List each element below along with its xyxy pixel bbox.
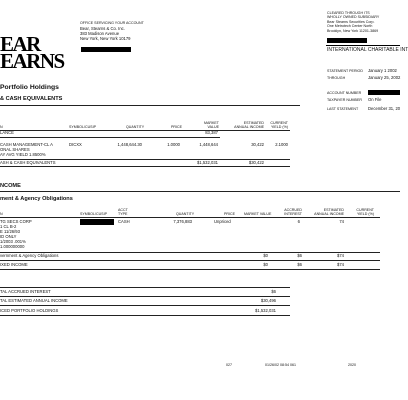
account-number-label: ACCOUNT NUMBER [327,91,362,95]
money-market-description [0,142,53,157]
security-desc-line-2: 1 CL B-2 [0,224,17,229]
statement-period-label: STATEMENT PERIOD [327,69,363,73]
fixed-total-rule [0,260,380,261]
total-income-label: TAL ESTIMATED ANNUAL INCOME [0,298,68,303]
security-price: Unpriced [214,219,231,224]
logo-line-2: EARNS [0,49,64,73]
cash-total-income: $30,422 [248,160,264,165]
last-statement-value: December 31, 20 [368,106,401,111]
security-est-income: 74 [339,219,344,224]
statement-period-value: January 1 2002 [368,68,397,73]
fixed-income-accrued: $6 [297,262,302,267]
mm-price: 1.0000 [167,142,180,147]
portfolio-title: Portfolio Holdings [0,84,59,91]
cash-total-value: $1,532,031 [197,160,218,165]
income-col-header-est-income: ESTIMATED ANNUAL INCOME [314,208,344,217]
clearing-info [327,11,379,33]
mm-desc-line-3: AY AVG YIELD 1.8500% [0,152,46,157]
opening-balance-value: 83,387 [205,130,218,135]
redacted-cusip [80,219,114,225]
cash-col-header-est-income: ESTIMATED ANNUAL INCOME [234,121,264,130]
cash-col-header-yield: CURRENT YIELD (%) [270,121,288,130]
taxpayer-label: TAXPAYER NUMBER [327,98,362,102]
security-desc-line-4: ID ONLY [0,234,17,239]
cash-col-header-market-value: MARKET VALUE [204,121,219,130]
bear-stearns-logo [0,32,64,73]
subtotal-market-value: $0 [263,253,268,258]
total-holdings-value: $1,532,031 [255,308,276,313]
income-col-header-market-value: MARKET VALUE [244,212,272,216]
logo-line-1: EAR [0,32,40,56]
redacted-account-number [368,90,400,95]
fixed-income-est-income: $74 [337,262,344,267]
mm-quantity: 1,448,644.30 [117,142,142,147]
total-accrued-label: TAL ACCRUED INTEREST [0,289,51,294]
footer-page: 2020 [348,363,356,367]
security-acct-type: CASH [118,219,130,224]
income-col-header-0: N [0,212,3,216]
taxpayer-value: On File [368,97,382,102]
income-col-header-accrued: ACCRUED INTEREST [284,208,302,217]
security-quantity: 7,376,883 [173,219,192,224]
income-section-rule [0,191,400,192]
cash-col-header-symbol: SYMBOL/CUSIP [69,125,96,129]
mm-desc-line-2: ONAL SHARES [0,147,30,152]
through-label: THROUGH [327,76,346,80]
clearing-line-1: CLEARED THROUGH ITS [327,11,370,15]
office-line-3: New York, New York 10179 [80,36,131,41]
security-desc-line-3: E 11/26/93 [0,229,20,234]
income-header-rule [0,217,380,218]
cash-col-header-quantity: QUANTITY [126,125,145,129]
totals-rule-2 [0,305,290,306]
clearing-line-2: WHOLLY OWNED SUBSIDIARY [327,15,380,20]
mm-yield: 2.1000 [275,142,288,147]
fixed-total-bottom-rule [0,269,380,270]
income-col-header-symbol: SYMBOL/CUSIP [80,212,107,216]
redacted-address-block [81,47,131,52]
through-value: January 25, 2002 [368,75,401,80]
office-line-1: Bear, Stearns & Co. Inc. [80,26,125,31]
security-desc-line-1: TG SECS CORP [0,219,32,224]
mm-market-value: 1,448,644 [199,142,218,147]
mm-est-income: 30,422 [251,142,264,147]
subtotal-accrued: $6 [297,253,302,258]
header-rule [326,45,400,46]
cash-col-header-price: PRICE [171,125,182,129]
fixed-income-market-value: $0 [263,262,268,267]
mm-symbol: DICXX [69,142,82,147]
mm-desc-line-1: CASH MANAGEMENT-CL A [0,142,53,147]
office-address [80,26,131,41]
cash-section-title: & CASH EQUIVALENTS [0,96,63,102]
income-col-header-quantity: QUANTITY [176,212,195,216]
totals-bottom-rule [0,315,290,316]
clearing-line-5: Brooklyn, New York 11201-3869 [327,28,379,33]
cash-total-label: ASH & CASH EQUIVALENTS [0,160,56,165]
cash-total-bottom-rule [0,166,290,167]
cash-section-rule [0,105,300,106]
clearing-line-3: Bear Stearns Securities Corp. [327,19,375,24]
redacted-account-holder [327,38,367,43]
income-subtitle: ment & Agency Obligations [0,196,73,202]
security-desc-line-6: 1.000000000 [0,244,25,249]
income-col-header-yield: CURRENT YIELD (%) [356,208,374,217]
office-heading: OFFICE SERVICING YOUR ACCOUNT [80,21,144,25]
totals-rule-1 [0,296,290,297]
income-col-header-acct-type: ACCT TYPE [118,208,128,217]
opening-balance-rule [0,137,220,138]
office-line-2: 383 Madison Avenue [80,31,120,36]
fixed-income-label: IXED INCOME [0,262,28,267]
security-accrued: 6 [297,219,300,224]
footer-code: 027 [226,363,232,367]
security-desc-line-5: 1/2003 .001% [0,239,26,244]
income-col-header-price: PRICE [224,212,235,216]
cash-col-header-0: N [0,125,3,129]
security-description [0,219,32,249]
subtotal-est-income: $74 [337,253,344,258]
total-income-value: $30,496 [260,298,276,303]
total-accrued-value: $6 [271,289,276,294]
income-section-title: NCOME [0,183,21,189]
last-statement-label: LAST STATEMENT [327,107,359,111]
subtotal-label: vernment & Agency Obligations [0,253,59,258]
opening-balance-label: LANCE [0,130,14,135]
account-name: INTERNATIONAL CHARITABLE INT [327,47,408,53]
footer-timestamp: 01/26/02 08:54 061 [265,363,296,367]
clearing-line-4: One Metrotech Center North [327,24,373,29]
total-holdings-label: ICED PORTFOLIO HOLDINGS [0,308,59,313]
cash-header-rule [0,130,290,131]
totals-top-rule [0,287,290,288]
